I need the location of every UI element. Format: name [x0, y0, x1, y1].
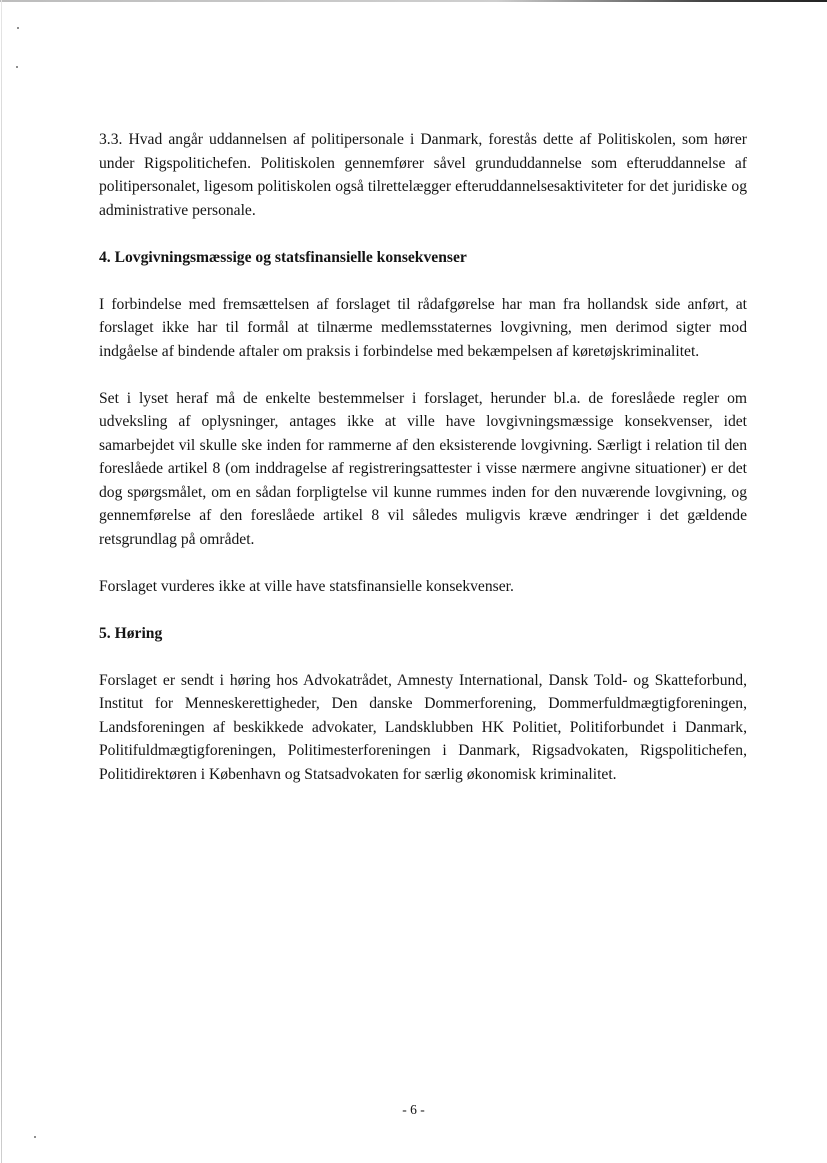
section-heading-5: 5. Høring	[99, 624, 163, 642]
paragraph-spacer	[99, 363, 747, 387]
scan-speck	[17, 27, 19, 29]
paragraph-4-a: I forbindelse med fremsættelsen af forslaget til rådafgørelse har man fra hollandsk side anført, at forslaget ikke har til formål at tilnærme medlemsstaternes lovgivning, men derimod sigter mod indgåelse af bindende aftaler om praksis i forbindelse med bekæmpelsen af køretøjskriminalitet.	[99, 295, 747, 360]
paragraph-4-c: Forslaget vurderes ikke at ville have statsfinansielle konsekvenser.	[99, 577, 514, 595]
paragraph-spacer	[99, 222, 747, 246]
paragraph-spacer	[99, 645, 747, 669]
paragraph-spacer	[99, 598, 747, 622]
paragraph-3-3: 3.3. Hvad angår uddannelsen af politipersonale i Danmark, forestås dette af Politiskolen, som hører under Rigspolitichefen. Politiskolen gennemfører såvel grunduddannelse som efteruddannelse af politipersonalet, ligesom politiskolen også tilrettelægger efteruddannelsesaktiviteter for det juridiske og administrative personale.	[99, 131, 747, 219]
paragraph-spacer	[99, 551, 747, 575]
scan-speck	[34, 1136, 36, 1138]
scan-edge-left	[1, 0, 2, 1163]
page-number: - 6 -	[402, 1102, 425, 1117]
paragraph-spacer	[99, 269, 747, 293]
scan-edge-top	[0, 0, 827, 2]
document-page	[99, 128, 747, 786]
section-heading-4: 4. Lovgivningsmæssige og statsfinansielle konsekvenser	[99, 248, 467, 266]
paragraph-4-b: Set i lyset heraf må de enkelte bestemmelser i forslaget, herunder bl.a. de foreslåede regler om udveksling af oplysninger, antages ikke at ville have lovgivningsmæssige konsekvenser, idet samarbejdet vil skulle ske inden for rammerne af den eksisterende lovgivning. Særligt i relation til den foreslåede artikel 8 (om inddragelse af registreringsattester i visse nærmere angivne situationer) er det dog spørgsmålet, om en sådan forpligtelse vil kunne rummes inden for den nuværende lovgivning, og gennemførelse af den foreslåede artikel 8 vil således muligvis kræve ændringer i det gældende retsgrundlag på området.	[99, 389, 747, 548]
paragraph-5-a: Forslaget er sendt i høring hos Advokatrådet, Amnesty International, Dansk Told- og Skatteforbund, Institut for Menneskerettigheder, Den danske Dommerforening, Dommerfuldmægtigforeningen, Landsforeningen af beskikkede advokater, Landsklubben HK Politiet, Politiforbundet i Danmark, Politifuldmægtigforeningen, Politimesterforeningen i Danmark, Rigsadvokaten, Rigspolitichefen, Politidirektøren i København og Statsadvokaten for særlig økonomisk kriminalitet.	[99, 671, 747, 783]
scan-speck	[16, 66, 18, 68]
